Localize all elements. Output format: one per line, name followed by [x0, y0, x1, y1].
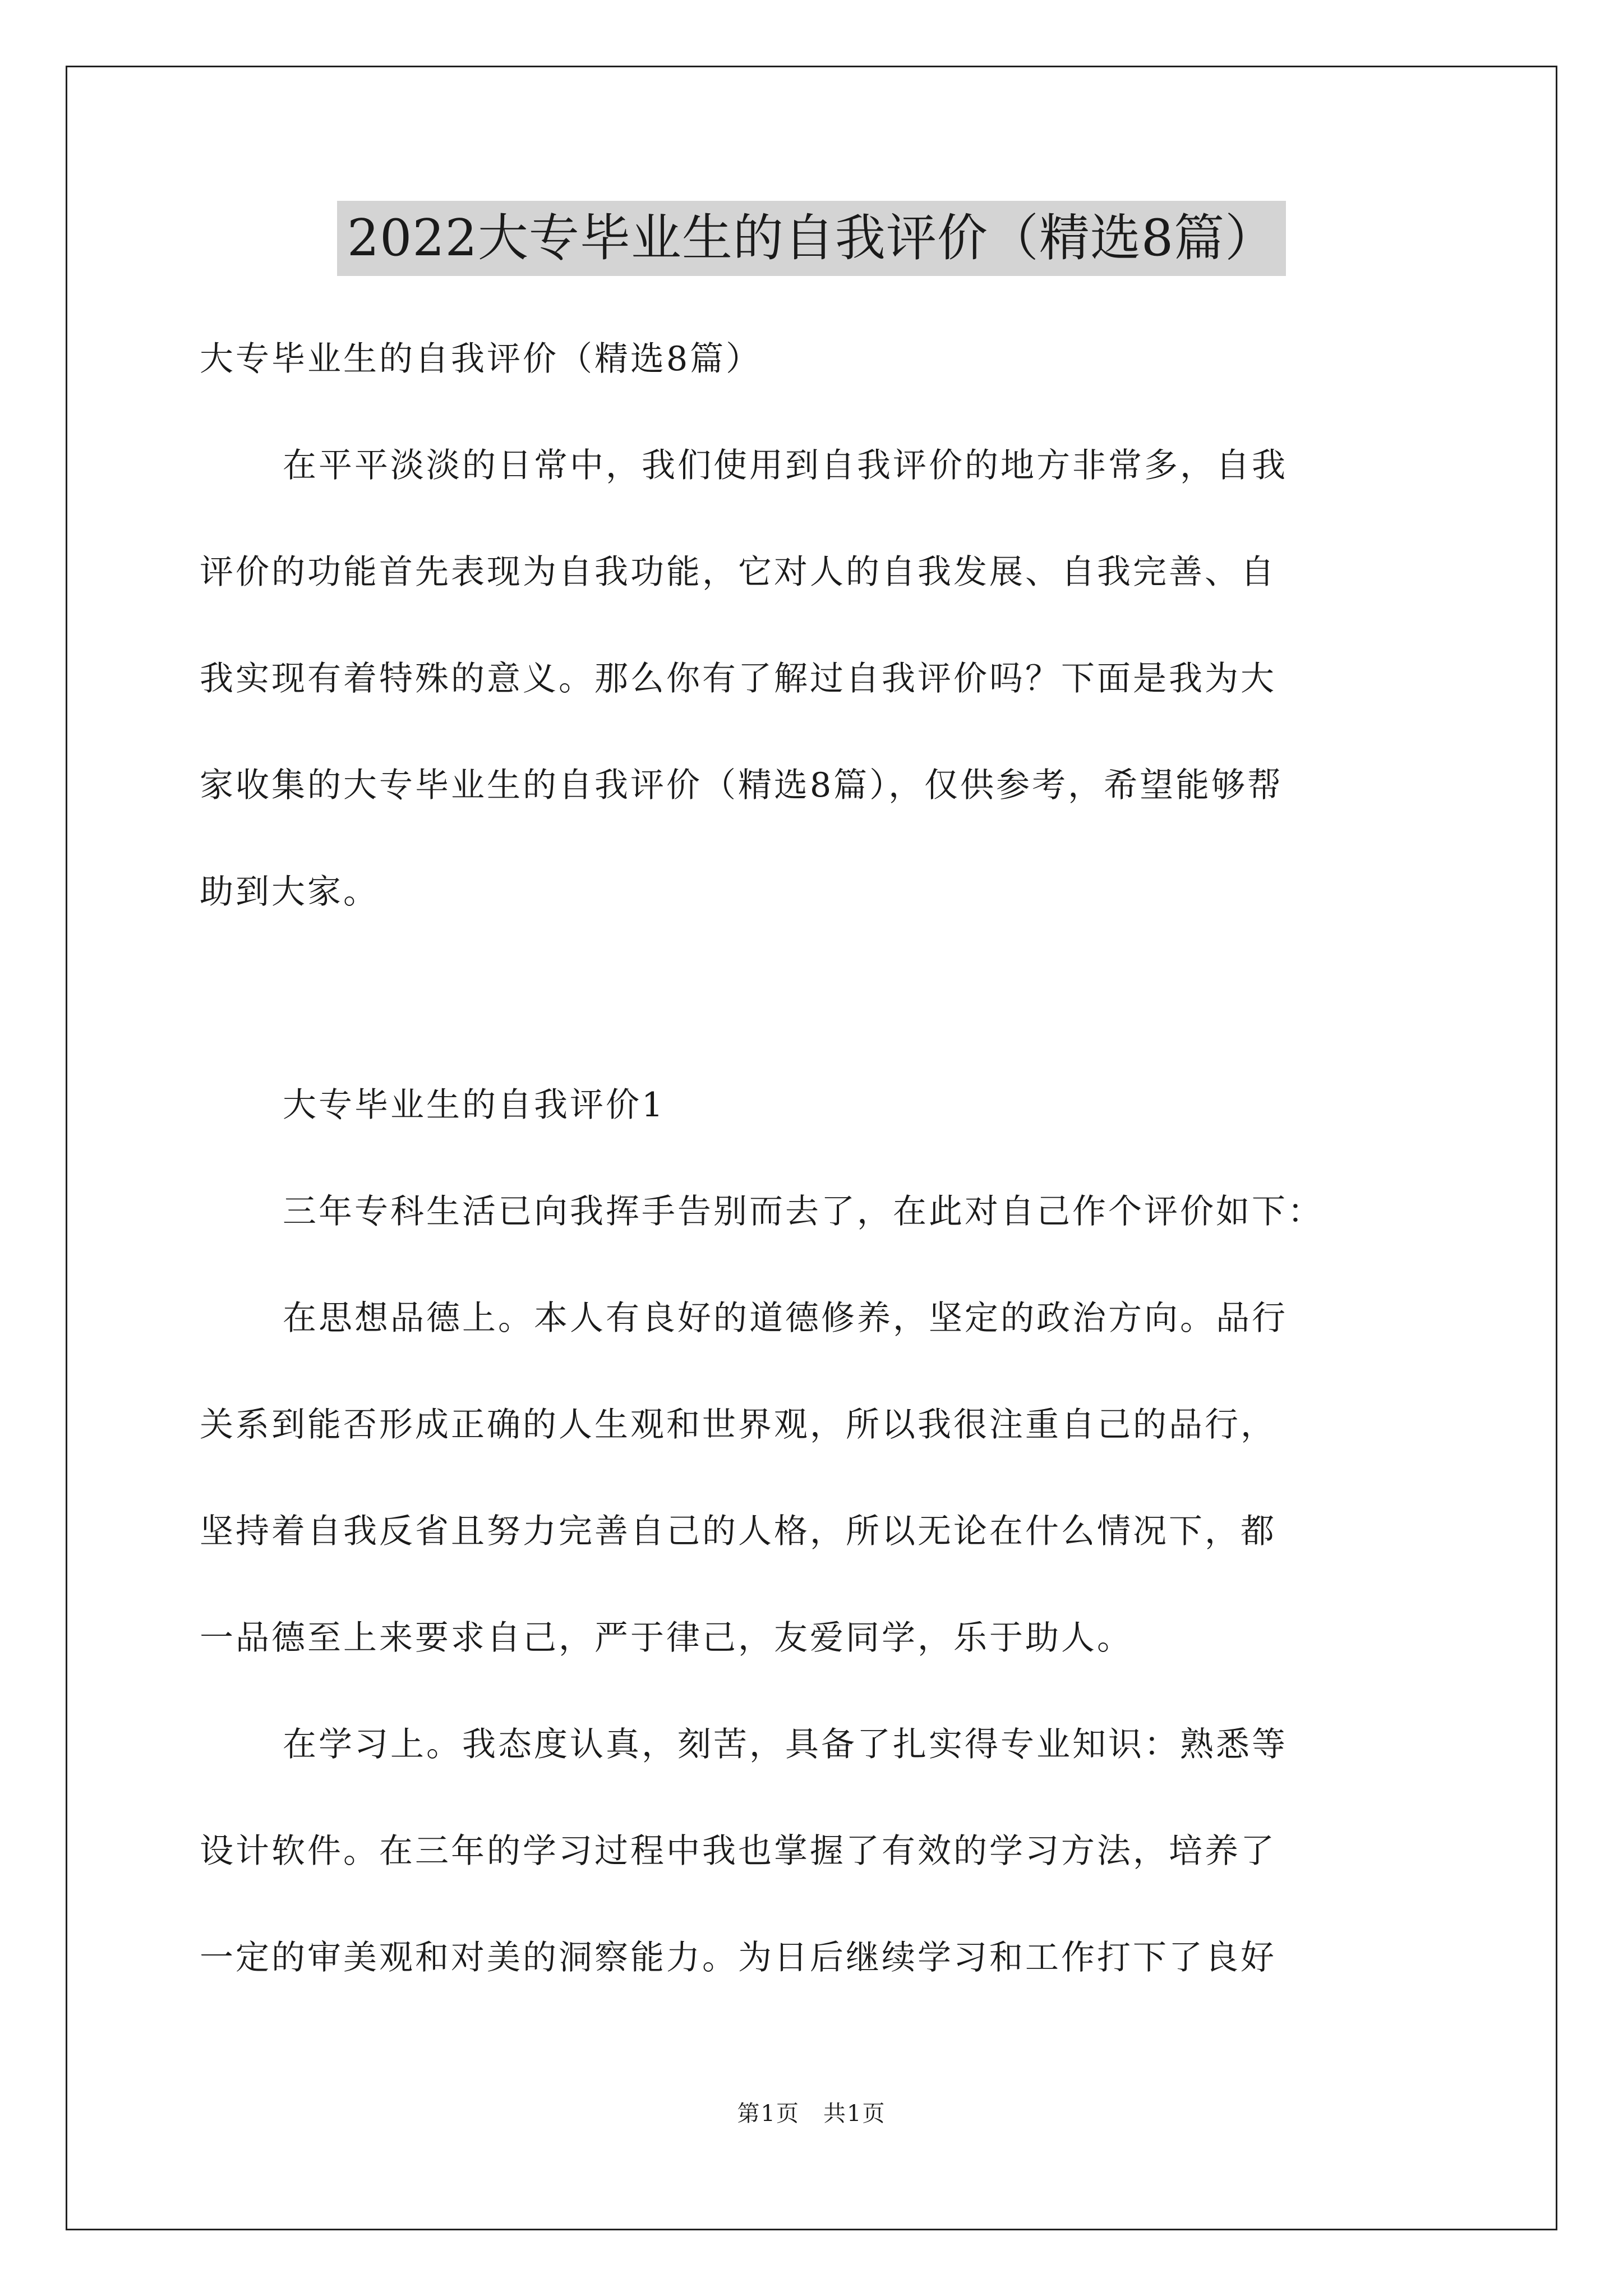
document-subtitle: 大专毕业生的自我评价（精选8篇） — [200, 339, 762, 379]
paragraph-spacer — [200, 945, 1433, 1052]
paragraph-line: 一品德至上来要求自己，严于律己，友爱同学，乐于助人。 — [200, 1618, 1133, 1658]
paragraph-line: 我实现有着特殊的意义。那么你有了解过自我评价吗？下面是我为大 — [200, 659, 1276, 698]
paragraph-line: 助到大家。 — [200, 872, 379, 912]
paragraph-line: 在思想品德上。本人有良好的道德修养，坚定的政治方向。品行 — [283, 1299, 1288, 1338]
page-number-footer: 第1页 共1页 — [737, 2101, 886, 2127]
document-body — [200, 306, 1433, 2011]
paragraph-line: 评价的功能首先表现为自我功能，它对人的自我发展、自我完善、自 — [200, 553, 1276, 592]
paragraph-line: 在学习上。我态度认真，刻苦，具备了扎实得专业知识：熟悉等 — [283, 1725, 1288, 1764]
paragraph-line: 坚持着自我反省且努力完善自己的人格，所以无论在什么情况下，都 — [200, 1512, 1276, 1551]
document-title: 2022大专毕业生的自我评价（精选8篇） — [337, 201, 1286, 276]
paragraph-line: 关系到能否形成正确的人生观和世界观，所以我很注重自己的品行， — [200, 1405, 1276, 1444]
paragraph-line: 三年专科生活已向我挥手告别而去了，在此对自己作个评价如下： — [283, 1192, 1324, 1231]
paragraph-line: 设计软件。在三年的学习过程中我也掌握了有效的学习方法，培养了 — [200, 1832, 1276, 1871]
paragraph-line: 家收集的大专毕业生的自我评价（精选8篇），仅供参考，希望能够帮 — [200, 766, 1284, 805]
paragraph-line: 在平平淡淡的日常中，我们使用到自我评价的地方非常多，自我 — [283, 446, 1288, 485]
title-container — [0, 201, 1623, 276]
paragraph-line: 一定的审美观和对美的洞察能力。为日后继续学习和工作打下了良好 — [200, 1938, 1276, 1977]
section-heading: 大专毕业生的自我评价1 — [283, 1085, 666, 1125]
